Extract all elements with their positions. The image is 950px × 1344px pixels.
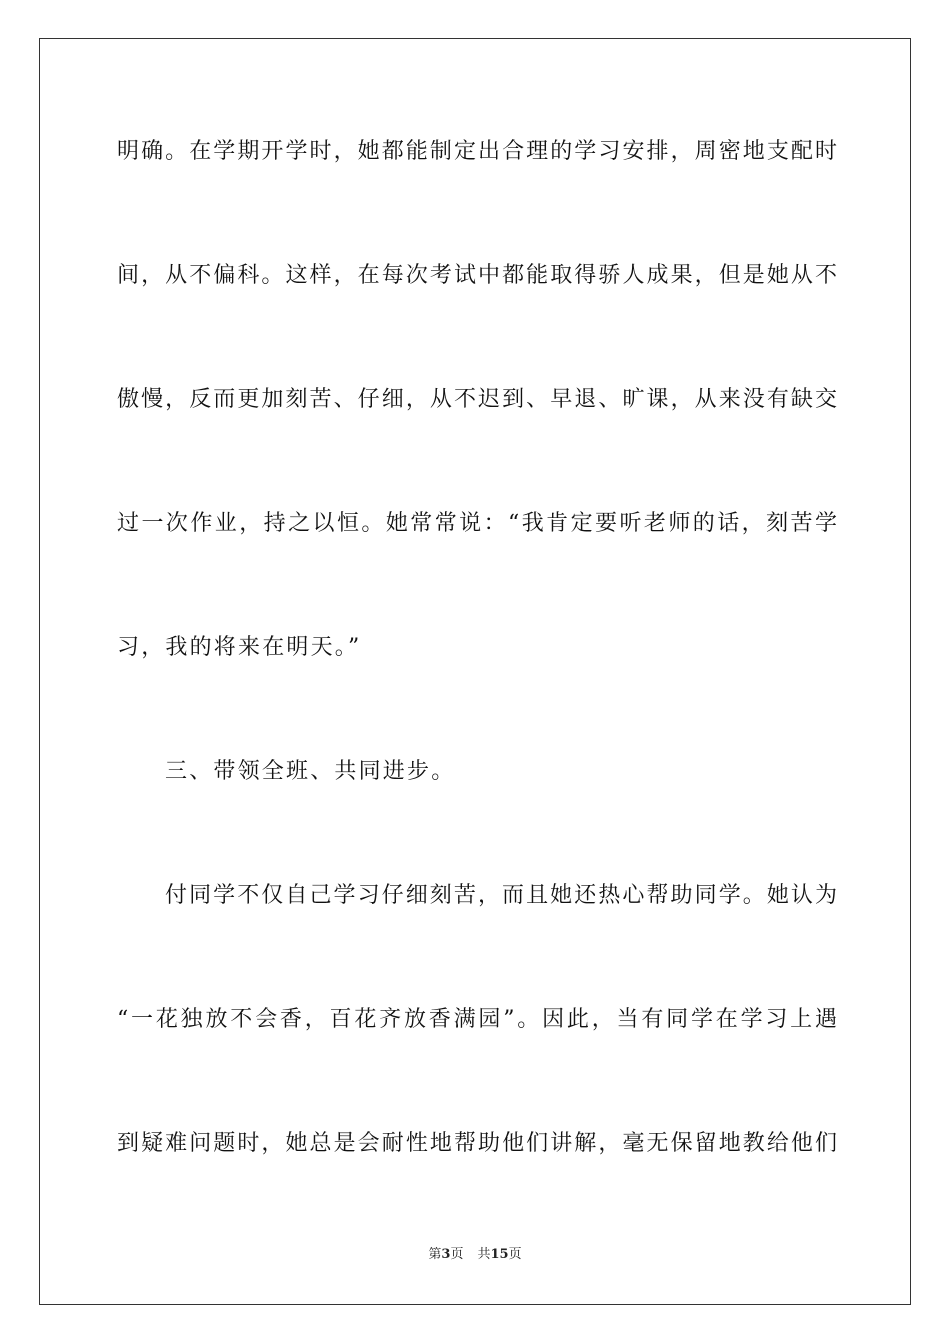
page-prefix: 第 bbox=[428, 1247, 442, 1262]
text-line: “一花独放不会香，百花齐放香满园”。因此，当有同学在学习上遇 bbox=[117, 1007, 837, 1032]
text-line: 到疑难问题时，她总是会耐性地帮助他们讲解，毫无保留地教给他们 bbox=[117, 1131, 837, 1156]
page-unit: 页 bbox=[450, 1247, 464, 1262]
page-border bbox=[39, 38, 911, 1305]
text-line: 付同学不仅自己学习仔细刻苦，而且她还热心帮助同学。她认为 bbox=[165, 883, 837, 908]
page-number: 3 bbox=[441, 1247, 451, 1262]
total-pages: 15 bbox=[490, 1247, 509, 1262]
text-line: 习，我的将来在明天。” bbox=[117, 635, 362, 660]
text-line: 间，从不偏科。这样，在每次考试中都能取得骄人成果，但是她从不 bbox=[117, 263, 837, 288]
text-line: 傲慢，反而更加刻苦、仔细，从不迟到、早退、旷课，从来没有缺交 bbox=[117, 387, 837, 412]
page-footer bbox=[0, 1246, 950, 1264]
text-line: 明确。在学期开学时，她都能制定出合理的学习安排，周密地支配时 bbox=[117, 139, 837, 164]
section-heading: 三、带领全班、共同进步。 bbox=[165, 759, 456, 784]
total-prefix: 共 bbox=[477, 1247, 491, 1262]
text-line: 过一次作业，持之以恒。她常常说：“我肯定要听老师的话，刻苦学 bbox=[117, 511, 837, 536]
total-unit: 页 bbox=[508, 1247, 522, 1262]
